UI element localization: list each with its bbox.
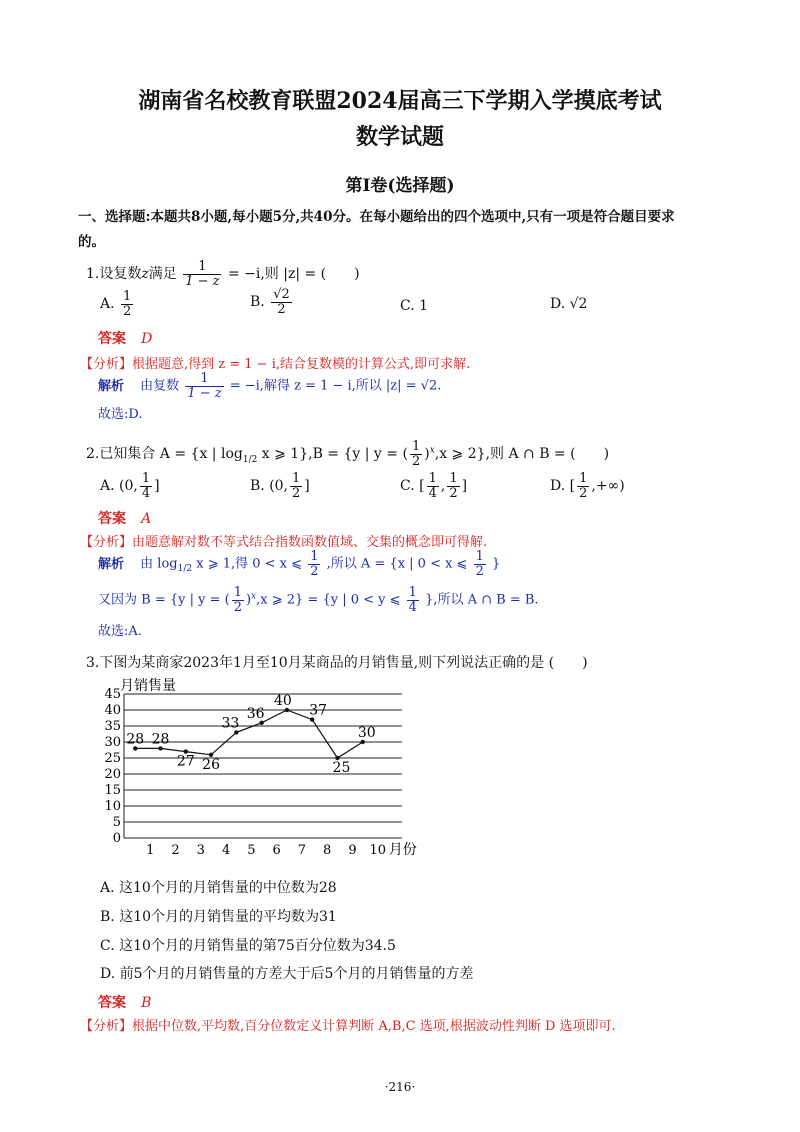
q2-sol2-b: ) <box>245 592 252 608</box>
q1-solution-after: = −i,解得 z = 1 − i,所以 |z| = √2. <box>229 378 442 394</box>
xtick-label-3: 3 <box>196 843 205 858</box>
chart-xlabel: 月份 <box>388 842 417 858</box>
q3-analysis: 【分析】根据中位数,平均数,百分位数定义计算判断 A,B,C 选项,根据波动性判断 D 选项即可. <box>80 1019 616 1034</box>
q1-option-a <box>100 290 135 318</box>
q2-option-a-num: 1 <box>141 471 151 486</box>
q1-conclusion: 故选:D. <box>98 407 143 422</box>
q2-option-b <box>250 472 310 500</box>
q1-solution-prefix: 由复数 <box>140 378 180 394</box>
q1-option-b-den: 2 <box>277 301 286 317</box>
data-label-9: 25 <box>332 760 351 776</box>
q2-option-a-a: A. (0, <box>100 478 138 495</box>
q1-mid: 满足 <box>148 266 177 283</box>
q2-option-b-frac <box>290 472 302 500</box>
q3-answer-value: B <box>141 995 152 1011</box>
data-label-6: 36 <box>246 705 265 722</box>
q2-option-c-frac1 <box>427 472 439 500</box>
q2-option-c <box>400 472 467 500</box>
q1-solution <box>98 372 441 400</box>
sales-line-chart <box>96 676 436 866</box>
instructions-line1: 一、选择题:本题共8小题,每小题5分,共40分。在每小题给出的四个选项中,只有一项是符合题目要求 <box>78 209 675 225</box>
q2-stem-sub: 1/2 <box>242 454 258 465</box>
data-label-7: 40 <box>273 693 292 709</box>
chart-yticks <box>104 687 121 846</box>
q2-option-b-b: ] <box>304 478 310 495</box>
q2-option-d-a: D. [ <box>550 478 576 495</box>
q2-option-c-num2: 1 <box>449 471 458 486</box>
q2-option-c-den2: 2 <box>449 485 458 501</box>
chart-data-labels <box>126 693 375 776</box>
q2-sol2-den2: 4 <box>408 599 417 615</box>
q2-option-d-num: 1 <box>579 471 588 486</box>
q3-option-c: C. 这10个月的月销售量的第75百分位数为34.5 <box>100 938 396 954</box>
ytick-label-0: 0 <box>112 831 121 846</box>
data-label-10: 30 <box>357 725 376 741</box>
q2-option-b-den: 2 <box>292 485 301 501</box>
q1-option-a-label: A. <box>100 296 115 313</box>
q1-option-a-num: 1 <box>123 289 132 304</box>
ytick-label-45: 45 <box>104 687 121 702</box>
q2-option-d-frac <box>577 472 589 500</box>
q2-option-c-a: C. [ <box>400 478 425 495</box>
q3-answer <box>98 992 151 1012</box>
section-heading: 第Ⅰ卷(选择题) <box>345 176 455 196</box>
question-3-stem: 3.下图为某商家2023年1月至10月某商品的月销售量,则下列说法正确的是 ( ) <box>86 655 588 671</box>
q2-sol1-num: 1 <box>310 549 319 564</box>
q1-frac-num: 1 <box>183 260 221 275</box>
q2-sol1-den: 2 <box>310 563 319 579</box>
xtick-label-10: 10 <box>369 843 387 858</box>
ytick-label-30: 30 <box>104 735 121 750</box>
ytick-label-35: 35 <box>104 719 121 734</box>
q2-sol2-c: ,x ⩾ 2} = {y | 0 < y ⩽ <box>256 592 401 608</box>
ytick-label-40: 40 <box>104 703 121 718</box>
page-number: ·216· <box>384 1080 416 1094</box>
q2-sol1-sub: 1/2 <box>177 564 193 575</box>
q2-sol1-d: } <box>492 556 501 572</box>
q1-var: z <box>141 266 149 283</box>
q2-option-b-a: B. (0, <box>250 478 289 495</box>
data-label-1: 28 <box>126 731 145 748</box>
data-label-5: 33 <box>221 715 240 732</box>
q2-sol1-c: ,所以 A = {x | 0 < x ⩽ <box>326 556 468 572</box>
q2-sol2-sup: x <box>251 591 257 602</box>
q1-option-a-den: 2 <box>123 303 132 319</box>
q2-stem-b: x ⩾ 1},B = {y | y = ( <box>261 446 408 463</box>
q2-conclusion: 故选:A. <box>98 624 142 639</box>
chart-xticks <box>146 843 386 858</box>
q2-sol1-frac2 <box>474 550 486 578</box>
q2-option-c-frac2 <box>447 472 459 500</box>
data-label-2: 28 <box>151 731 170 748</box>
q2-option-d-b: ,+∞) <box>591 478 625 495</box>
q1-solution-label: 解析 <box>98 378 125 394</box>
xtick-label-2: 2 <box>171 843 180 858</box>
page-title-line2: 数学试题 <box>355 124 444 150</box>
q1-option-d: D. √2 <box>550 296 588 312</box>
xtick-label-4: 4 <box>221 843 231 858</box>
q1-solution-frac <box>185 372 223 400</box>
q2-stem-den: 2 <box>411 453 421 469</box>
q2-option-d-den: 2 <box>579 485 588 501</box>
q1-answer-value: D <box>141 331 153 347</box>
q1-option-b-num: √2 <box>273 287 290 302</box>
xtick-label-9: 9 <box>348 843 357 858</box>
q1-after: = −i,则 |z| = ( ) <box>227 266 360 283</box>
q2-sol1-frac <box>308 550 320 578</box>
q2-stem-a: 2.已知集合 A = {x | log <box>86 446 243 463</box>
xtick-label-6: 6 <box>272 843 281 858</box>
q1-fraction <box>183 260 221 288</box>
q2-option-c-mid: , <box>440 478 446 495</box>
q2-option-c-b: ] <box>461 478 468 495</box>
q2-stem-num: 1 <box>411 439 421 454</box>
q3-option-b: B. 这10个月的月销售量的平均数为31 <box>100 909 337 925</box>
xtick-label-5: 5 <box>247 843 256 858</box>
q2-sol1-num2: 1 <box>475 549 484 564</box>
q2-sol1-den2: 2 <box>475 563 484 579</box>
ytick-label-15: 15 <box>104 783 121 798</box>
q1-option-b-frac <box>271 288 292 316</box>
q1-option-b-label: B. <box>250 294 265 311</box>
q1-frac-den: 1 − z <box>185 273 220 289</box>
q2-sol2-frac2 <box>407 586 419 614</box>
question-2-stem <box>86 440 609 468</box>
q3-answer-label: 答案 <box>98 995 126 1011</box>
chart-ylabel: 月销售量 <box>120 678 176 694</box>
q2-option-d <box>550 472 625 500</box>
q1-option-a-frac <box>121 290 133 318</box>
q2-stem-sup: x <box>429 445 435 456</box>
q2-sol2-a: 又因为 B = {y | y = ( <box>98 592 230 608</box>
q1-option-c: C. 1 <box>400 298 429 314</box>
data-label-3: 27 <box>176 753 195 770</box>
ytick-label-5: 5 <box>112 815 121 830</box>
q2-option-a-frac <box>140 472 152 500</box>
q2-option-a-b: ] <box>154 478 160 495</box>
q2-analysis: 【分析】由题意解对数不等式结合指数函数值域、交集的概念即可得解. <box>80 535 488 550</box>
q2-stem-c: ) <box>424 446 430 463</box>
q1-solution-num: 1 <box>185 372 223 387</box>
q2-solution-label: 解析 <box>98 556 125 572</box>
q2-solution-line1 <box>98 550 500 578</box>
q2-stem-frac <box>410 440 422 468</box>
instructions-line2: 的。 <box>78 234 105 250</box>
q2-answer-value: A <box>141 511 152 527</box>
q1-prefix: 1.设复数 <box>86 266 142 283</box>
q2-sol1-b: x ⩾ 1,得 0 < x ⩽ <box>196 556 303 572</box>
q2-answer-label: 答案 <box>98 511 126 527</box>
xtick-label-1: 1 <box>146 843 155 858</box>
data-label-4: 26 <box>202 756 221 773</box>
sales-chart <box>96 676 436 870</box>
xtick-label-8: 8 <box>323 843 332 858</box>
q2-sol2-d: },所以 A ∩ B = B. <box>425 592 539 608</box>
xtick-label-7: 7 <box>297 843 307 858</box>
q2-sol2-frac <box>232 586 244 614</box>
q2-option-a <box>100 472 160 500</box>
q2-option-c-num1: 1 <box>428 471 437 486</box>
page-title-line1: 湖南省名校教育联盟2024届高三下学期入学摸底考试 <box>138 88 662 114</box>
q1-solution-den: 1 − z <box>187 385 222 401</box>
q2-option-a-den: 4 <box>141 485 151 501</box>
q2-solution-line2 <box>98 586 539 614</box>
q1-answer <box>98 328 152 348</box>
question-1-stem <box>86 260 360 288</box>
q2-sol2-num2: 1 <box>408 585 417 600</box>
q2-option-c-den1: 4 <box>428 485 437 501</box>
ytick-label-10: 10 <box>104 799 121 814</box>
ytick-label-20: 20 <box>104 767 121 782</box>
q2-sol2-den: 2 <box>233 599 242 615</box>
q2-sol2-num: 1 <box>233 585 242 600</box>
q2-option-b-num: 1 <box>292 471 301 486</box>
q1-analysis: 【分析】根据题意,得到 z = 1 − i,结合复数模的计算公式,即可求解. <box>80 357 471 372</box>
data-label-8: 37 <box>309 702 328 719</box>
q2-answer <box>98 508 151 528</box>
q3-option-d: D. 前5个月的月销售量的方差大于后5个月的月销售量的方差 <box>100 966 474 982</box>
q1-answer-label: 答案 <box>98 331 126 347</box>
q1-option-b <box>250 288 294 316</box>
ytick-label-25: 25 <box>104 751 121 766</box>
q3-option-a: A. 这10个月的月销售量的中位数为28 <box>100 880 337 896</box>
q2-stem-d: ,x ⩾ 2},则 A ∩ B = ( ) <box>434 446 610 463</box>
q2-sol1-a: 由 log <box>140 556 178 572</box>
